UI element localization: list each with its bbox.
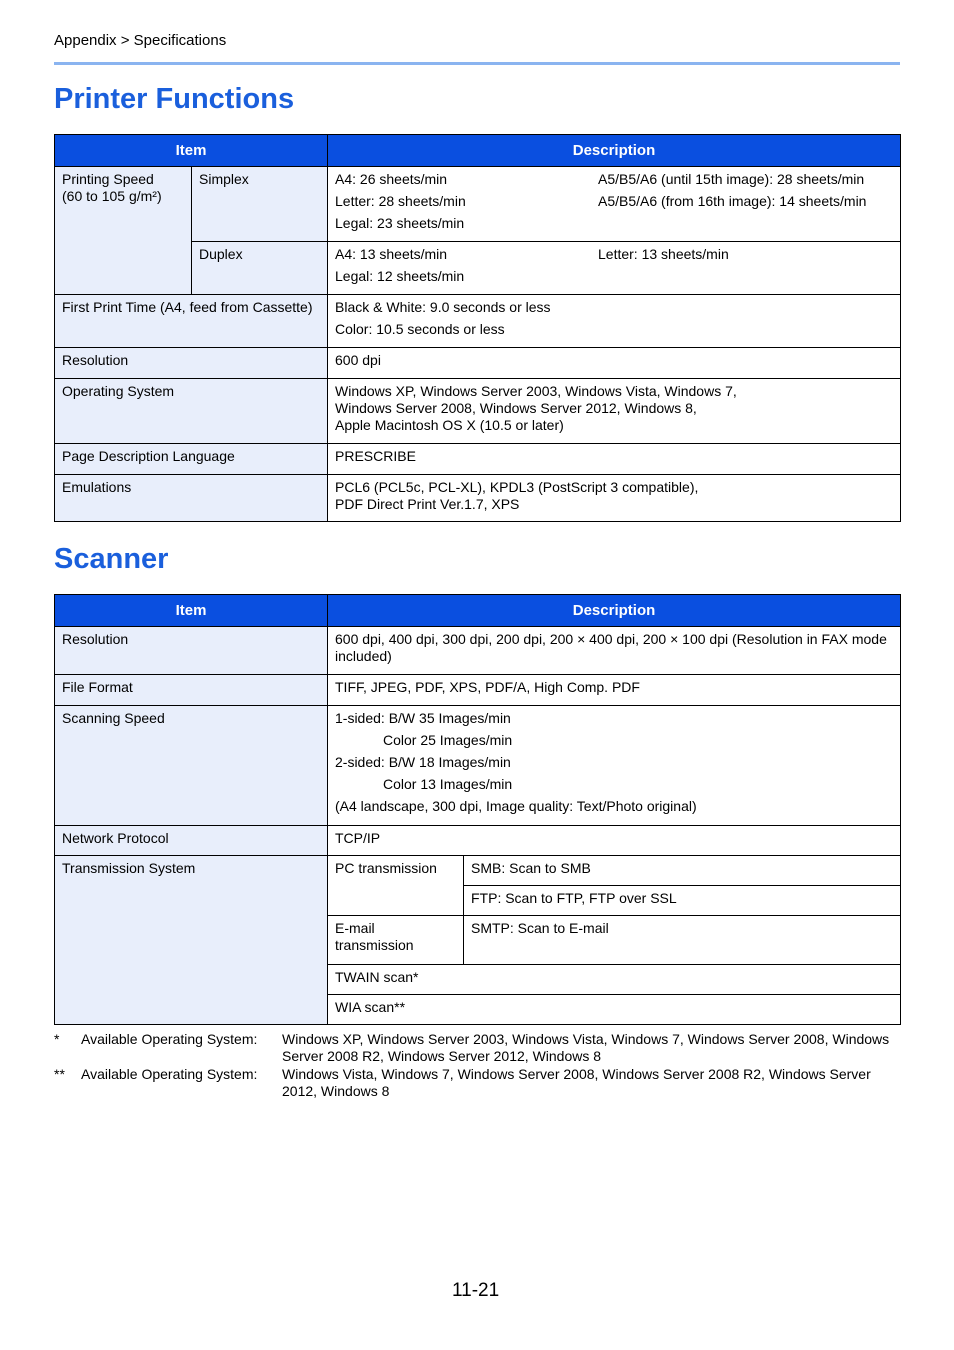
duplex-letter: Letter: 13 sheets/min xyxy=(598,246,729,262)
scan-resolution-value: 600 dpi, 400 dpi, 300 dpi, 200 dpi, 200 × 400 dpi, 200 × 100 dpi (Resolution in FAX mode included) xyxy=(328,627,901,675)
simplex-label: Simplex xyxy=(192,167,328,242)
first-print-bw: Black & White: 9.0 seconds or less xyxy=(335,299,551,315)
pc-transmission-label: PC transmission xyxy=(328,856,464,916)
footnote-twain xyxy=(54,1031,900,1065)
footnote-mark: * xyxy=(54,1031,60,1047)
simplex-a4: A4: 26 sheets/min xyxy=(335,171,448,187)
table-row xyxy=(55,167,901,242)
table-header-row xyxy=(55,135,901,167)
transmission-system-label: Transmission System xyxy=(55,856,328,1025)
table-header-row xyxy=(55,595,901,627)
emulations-label: Emulations xyxy=(55,475,328,522)
network-protocol-label: Network Protocol xyxy=(55,826,328,856)
speed-2sided-color: Color 13 Images/min xyxy=(383,776,513,792)
speed-conditions: (A4 landscape, 300 dpi, Image quality: Text/Photo original) xyxy=(335,798,697,814)
printer-spec-table xyxy=(54,134,901,522)
pdl-value: PRESCRIBE xyxy=(328,444,901,475)
table-row xyxy=(55,826,901,856)
table-row xyxy=(55,475,901,522)
table-row xyxy=(55,627,901,675)
footnote-mark: ** xyxy=(54,1066,65,1082)
pdl-label: Page Description Language xyxy=(55,444,328,475)
simplex-a5-until-15: A5/B5/A6 (until 15th image): 28 sheets/min xyxy=(598,171,865,187)
resolution-value: 600 dpi xyxy=(328,348,901,379)
simplex-legal: Legal: 23 sheets/min xyxy=(335,215,465,231)
page-number: 11-21 xyxy=(452,1280,500,1301)
twain-scan-value: TWAIN scan* xyxy=(328,965,901,995)
table-row xyxy=(55,348,901,379)
simplex-speeds xyxy=(328,167,901,242)
first-print-time-value xyxy=(328,295,901,348)
first-print-color: Color: 10.5 seconds or less xyxy=(335,321,505,337)
breadcrumb: Appendix > Specifications xyxy=(54,32,227,49)
printer-functions-title: Printer Functions xyxy=(54,83,295,115)
duplex-label: Duplex xyxy=(192,242,328,295)
speed-2sided-bw: 2-sided: B/W 18 Images/min xyxy=(335,754,511,770)
wia-scan-value: WIA scan** xyxy=(328,995,901,1025)
scanner-spec-table xyxy=(54,594,901,1025)
speed-1sided-bw: 1-sided: B/W 35 Images/min xyxy=(335,710,511,726)
table-row xyxy=(55,675,901,706)
resolution-label: Resolution xyxy=(55,348,328,379)
description-header: Description xyxy=(328,595,901,627)
file-format-label: File Format xyxy=(55,675,328,706)
footnote-label: Available Operating System: xyxy=(81,1031,258,1047)
scanner-title: Scanner xyxy=(54,543,169,575)
description-header: Description xyxy=(328,135,901,167)
table-row xyxy=(55,856,901,886)
item-header: Item xyxy=(55,595,328,627)
header-rule xyxy=(54,62,900,65)
footnote-text: Windows Vista, Windows 7, Windows Server 2008, Windows Server 2008 R2, Windows Server 2012, Windows 8 xyxy=(282,1066,871,1099)
simplex-letter: Letter: 28 sheets/min xyxy=(335,193,466,209)
email-transmission-label: E-mail transmission xyxy=(328,916,464,965)
smtp-value: SMTP: Scan to E-mail xyxy=(464,916,901,965)
operating-system-label: Operating System xyxy=(55,379,328,444)
scanning-speed-value xyxy=(328,706,901,826)
footnote-text: Windows XP, Windows Server 2003, Windows Vista, Windows 7, Windows Server 2008, Windows Server 2008 R2, Windows Server 2012, Windows 8 xyxy=(282,1031,890,1064)
item-header: Item xyxy=(55,135,328,167)
printing-speed-label: Printing Speed (60 to 105 g/m²) xyxy=(55,167,192,295)
table-row xyxy=(55,706,901,826)
duplex-a4: A4: 13 sheets/min xyxy=(335,246,448,262)
emulations-value: PCL6 (PCL5c, PCL-XL), KPDL3 (PostScript 3 compatible), PDF Direct Print Ver.1.7, XPS xyxy=(328,475,901,522)
duplex-speeds xyxy=(328,242,901,295)
file-format-value: TIFF, JPEG, PDF, XPS, PDF/A, High Comp. PDF xyxy=(328,675,901,706)
scanning-speed-label: Scanning Speed xyxy=(55,706,328,826)
footnote-label: Available Operating System: xyxy=(81,1066,258,1082)
operating-system-value: Windows XP, Windows Server 2003, Windows Vista, Windows 7, Windows Server 2008, Windows Server 2012, Windows 8, Apple Macintosh OS X (10.5 or later) xyxy=(328,379,901,444)
network-protocol-value: TCP/IP xyxy=(328,826,901,856)
scan-resolution-label: Resolution xyxy=(55,627,328,675)
table-row xyxy=(55,444,901,475)
table-row xyxy=(55,295,901,348)
ftp-value: FTP: Scan to FTP, FTP over SSL xyxy=(464,886,901,916)
speed-1sided-color: Color 25 Images/min xyxy=(383,732,513,748)
simplex-a5-from-16: A5/B5/A6 (from 16th image): 14 sheets/min xyxy=(598,193,867,209)
first-print-time-label: First Print Time (A4, feed from Cassette) xyxy=(55,295,328,348)
smb-value: SMB: Scan to SMB xyxy=(464,856,901,886)
duplex-legal: Legal: 12 sheets/min xyxy=(335,268,465,284)
footnote-wia xyxy=(54,1066,900,1100)
table-row xyxy=(55,379,901,444)
